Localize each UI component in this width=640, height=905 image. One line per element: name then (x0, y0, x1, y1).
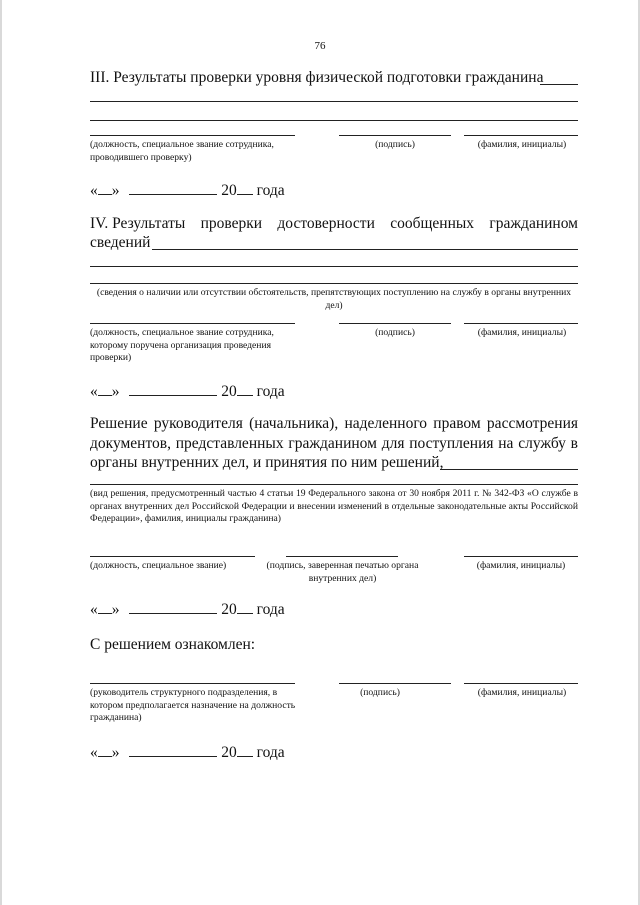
section-3-signature-caption: (подпись) (375, 139, 415, 150)
month-blank[interactable] (129, 599, 217, 614)
date-suffix: года (256, 182, 285, 199)
decision-name-caption: (фамилия, инициалы) (476, 560, 566, 571)
decision-name-line[interactable] (464, 556, 578, 557)
decision-position-line[interactable] (90, 556, 255, 557)
decision-position-caption: (должность, специальное звание) (90, 560, 227, 571)
year-blank[interactable] (237, 742, 253, 757)
section-4-position-caption: (должность, специальное звание сотрудника, которому поручена организация проведения проверки) (90, 327, 274, 363)
section-3-heading-blank[interactable] (540, 84, 578, 85)
decision-signature-line[interactable] (286, 556, 398, 557)
month-blank[interactable] (129, 742, 217, 757)
date-close-quote: » (111, 601, 120, 618)
month-blank[interactable] (129, 381, 217, 396)
date-open-quote: « (90, 383, 98, 400)
section-4-info-caption: (сведения о наличии или отсутствии обстоятельств, препятствующих поступлению на службу в органы внутренних дел) (96, 287, 572, 311)
date-suffix: года (256, 744, 285, 761)
decision-caption: (вид решения, предусмотренный частью 4 статьи 19 Федерального закона от 30 ноября 2011 г. № 342-ФЗ «О службе в органах внутренних дел Российской Федерации и внесении изменений в отдельные законодательные акты Российской Федерации», фамилия, инициалы гражданина) (90, 488, 578, 524)
section-3-signature-line[interactable] (339, 135, 451, 136)
date-suffix: года (256, 383, 285, 400)
year-blank[interactable] (237, 599, 253, 614)
section-4-word-4: сообщенных (390, 215, 475, 232)
section-4-heading-blank[interactable] (152, 249, 578, 250)
section-4-position-line[interactable] (90, 323, 295, 324)
acknowledged-name-caption: (фамилия, инициалы) (477, 687, 567, 698)
acknowledged-position-caption: (руководитель структурного подразделения, в котором предполагается назначение на должность гражданина) (90, 687, 296, 723)
decision-line-blank[interactable] (90, 484, 578, 485)
date-close-quote: » (111, 383, 120, 400)
section-4-signature-line[interactable] (339, 323, 451, 324)
year-blank[interactable] (237, 180, 253, 195)
year-prefix: 20 (221, 744, 237, 761)
section-3-line-2[interactable] (90, 120, 578, 121)
section-4-heading-line-1 (90, 214, 578, 234)
date-open-quote: « (90, 744, 98, 761)
day-blank[interactable] (98, 381, 112, 396)
year-prefix: 20 (221, 601, 237, 618)
section-3-line-1[interactable] (90, 101, 578, 102)
section-3-name-line[interactable] (464, 135, 578, 136)
section-3-date (90, 180, 285, 200)
scan-edge-left (0, 0, 2, 905)
date-open-quote: « (90, 182, 98, 199)
acknowledged-date (90, 742, 285, 762)
section-4-name-caption: (фамилия, инициалы) (477, 327, 567, 338)
day-blank[interactable] (98, 742, 112, 757)
acknowledged-heading: С решением ознакомлен: (90, 636, 256, 653)
decision-line-2: документов, представленных гражданином для поступления на службу в (90, 435, 578, 452)
section-4-signature-caption: (подпись) (375, 327, 415, 338)
day-blank[interactable] (98, 599, 112, 614)
section-4-line-2[interactable] (90, 283, 578, 284)
date-close-quote: » (111, 744, 120, 761)
section-4-date (90, 381, 285, 401)
acknowledged-signature-caption: (подпись) (360, 687, 400, 698)
acknowledged-name-line[interactable] (464, 683, 578, 684)
section-3-name-caption: (фамилия, инициалы) (477, 139, 567, 150)
year-blank[interactable] (237, 381, 253, 396)
month-blank[interactable] (129, 180, 217, 195)
acknowledged-position-line[interactable] (90, 683, 295, 684)
date-close-quote: » (111, 182, 120, 199)
decision-line-1: Решение руководителя (начальника), наделенного правом рассмотрения (90, 415, 578, 432)
year-prefix: 20 (221, 182, 237, 199)
section-4-word-2: проверки (200, 215, 263, 232)
year-prefix: 20 (221, 383, 237, 400)
page-number: 76 (314, 40, 326, 52)
decision-date (90, 599, 285, 619)
decision-heading-blank[interactable] (440, 469, 578, 470)
section-4-heading-line-2: сведений (90, 234, 151, 251)
acknowledged-signature-line[interactable] (339, 683, 451, 684)
section-4-word-1: IV. Результаты (90, 215, 186, 232)
section-3-position-line[interactable] (90, 135, 295, 136)
section-3-heading: III. Результаты проверки уровня физической подготовки гражданина (90, 69, 544, 86)
section-4-word-3: достоверности (277, 215, 375, 232)
date-open-quote: « (90, 601, 98, 618)
decision-line-3: органы внутренних дел, и принятия по ним решений, (90, 454, 444, 471)
section-3-position-caption: (должность, специальное звание сотрудника, проводившего проверку) (90, 139, 274, 163)
decision-signature-caption: (подпись, заверенная печатью органа внутренних дел) (266, 560, 419, 584)
day-blank[interactable] (98, 180, 112, 195)
section-4-word-5: гражданином (489, 215, 578, 232)
section-4-line-1[interactable] (90, 266, 578, 267)
section-4-name-line[interactable] (464, 323, 578, 324)
date-suffix: года (256, 601, 285, 618)
